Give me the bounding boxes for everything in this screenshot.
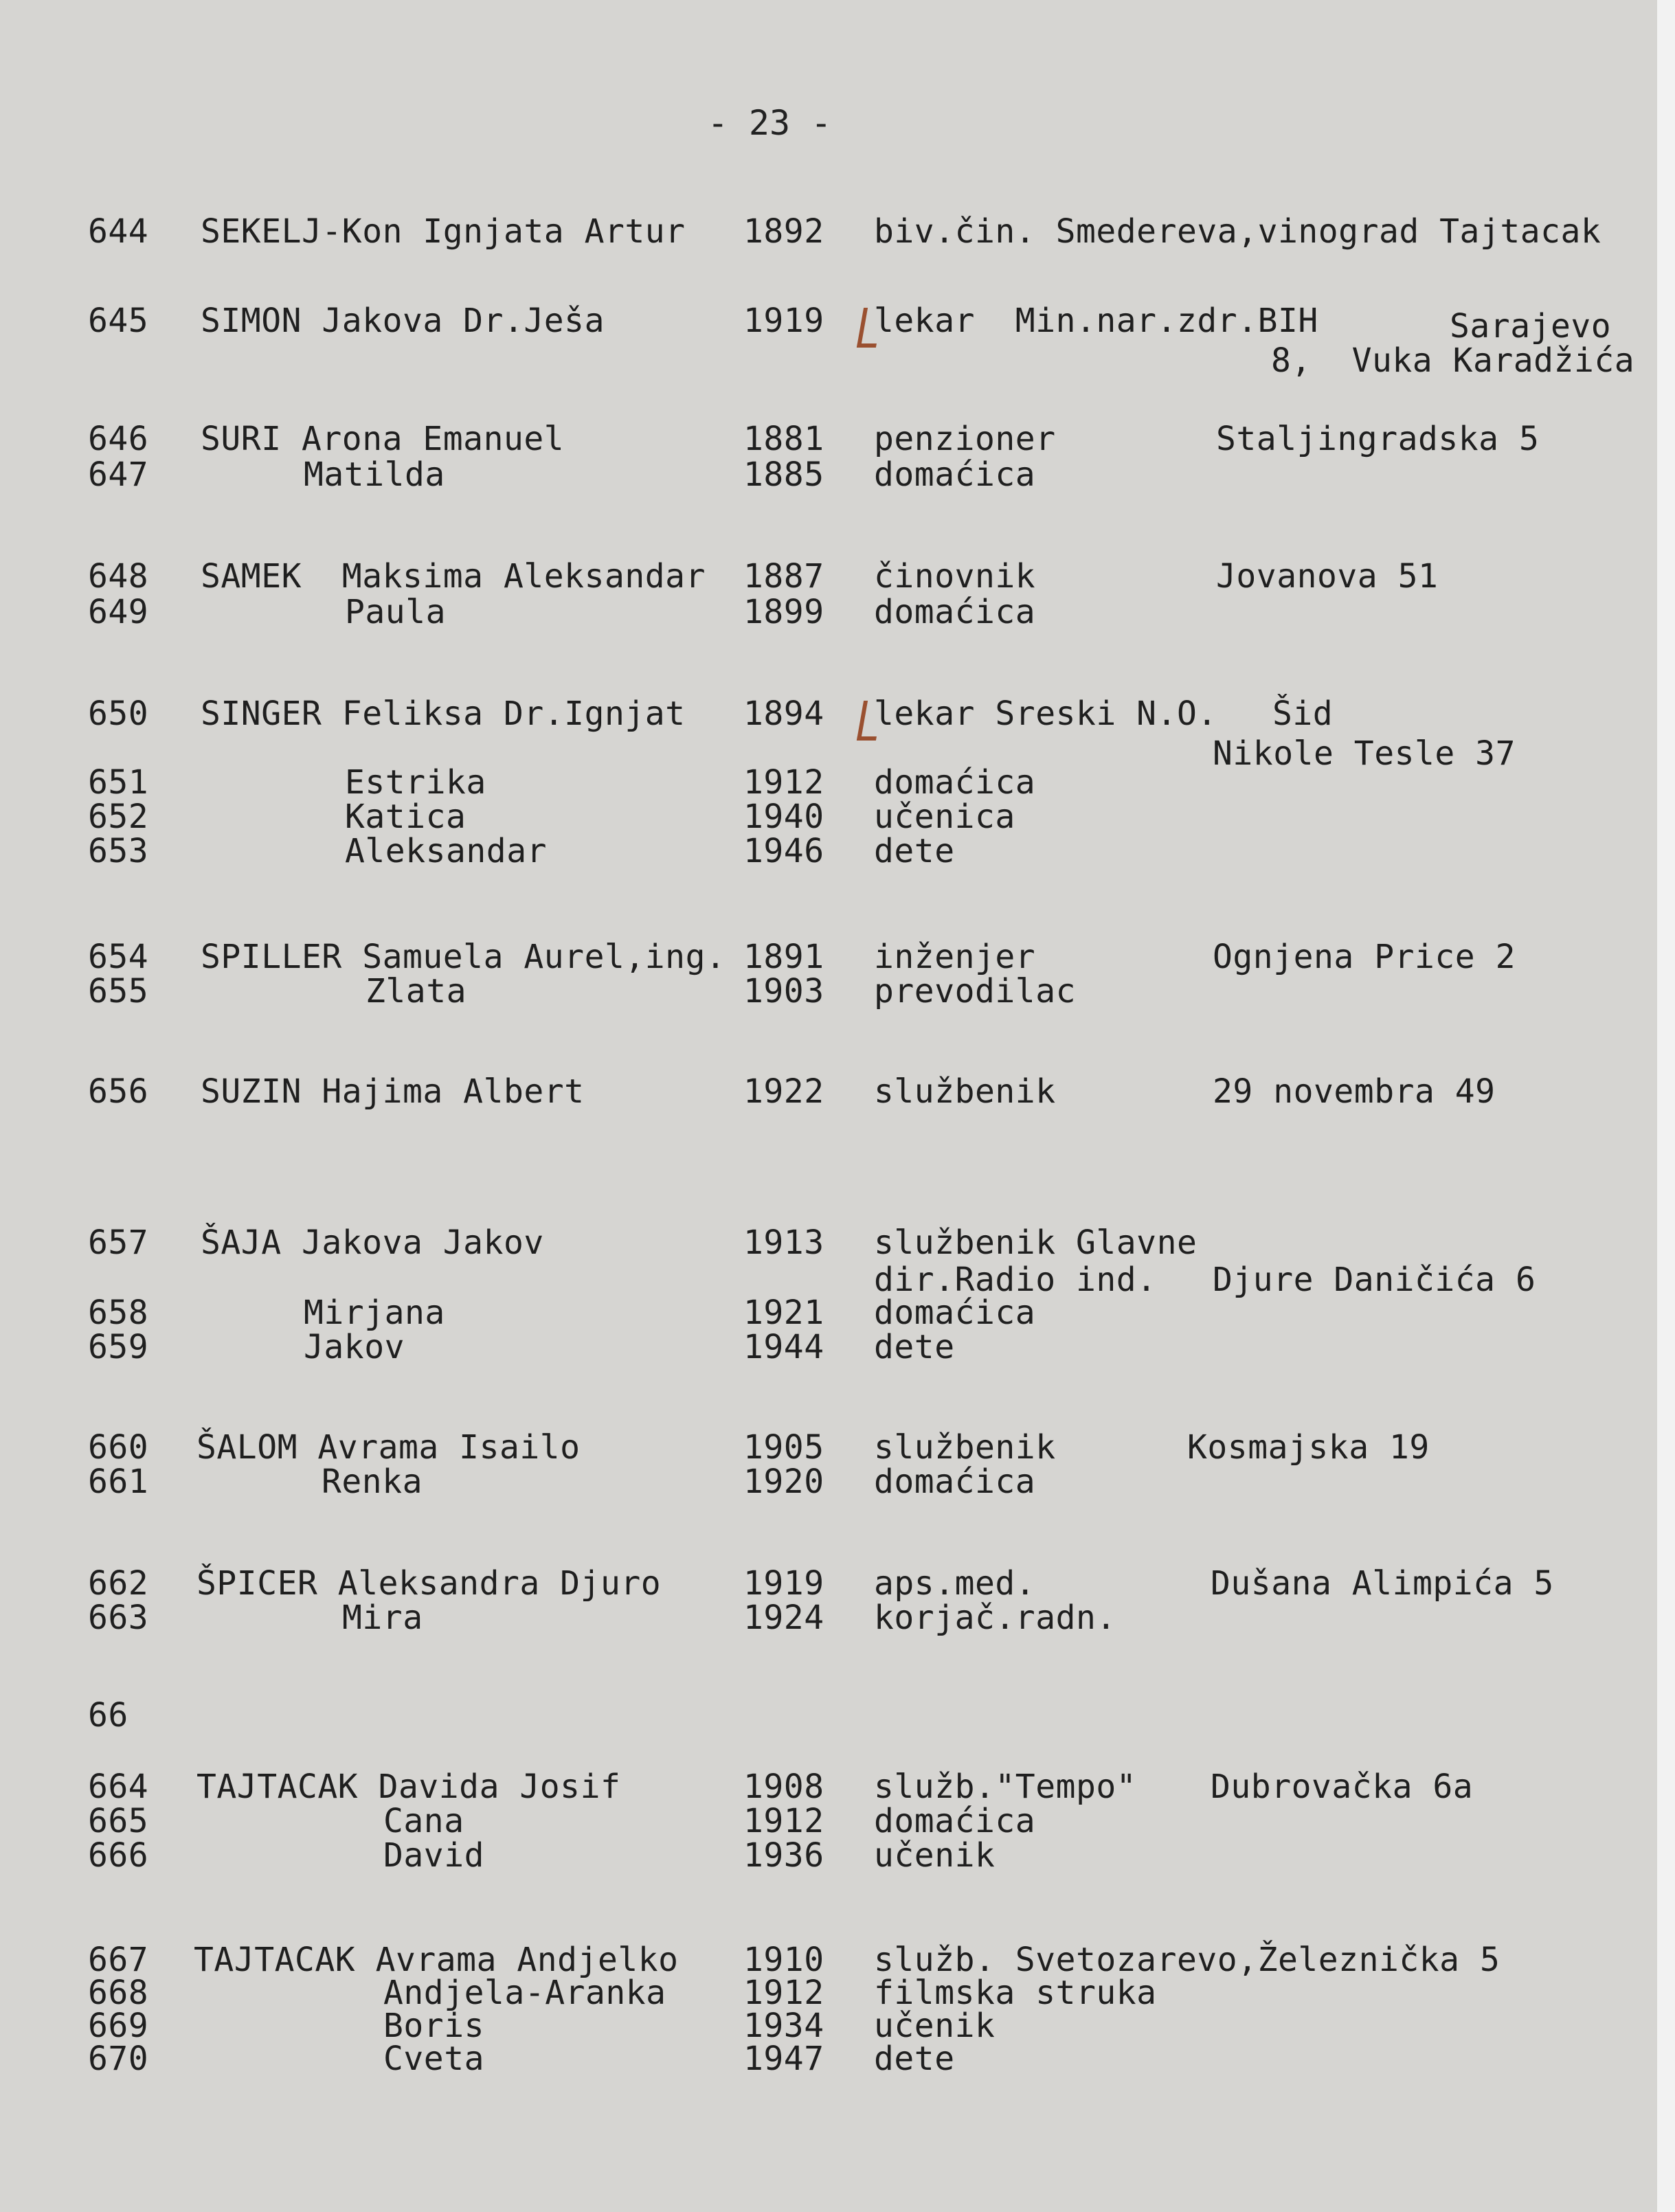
entry-name: Matilda — [304, 455, 445, 494]
entry-year: 1881 — [743, 420, 824, 458]
entry-address-line2: Nikole Tesle 37 — [1213, 734, 1516, 773]
entry-name: Mira — [342, 1599, 423, 1637]
entry-address: 29 novembra 49 — [1213, 1072, 1496, 1111]
entry-name: Mirjana — [304, 1294, 445, 1332]
entry-year: 1892 — [743, 212, 824, 251]
entry-name: SPILLER Samuela Aurel,ing. — [201, 938, 726, 976]
entry-name: ŠPICER Aleksandra Djuro — [196, 1564, 662, 1603]
entry-year: 1947 — [743, 2040, 824, 2078]
entry-number: 668 — [88, 1974, 149, 2012]
entry-number: 658 — [88, 1294, 149, 1332]
entry-occupation: domaćica — [874, 1802, 1036, 1840]
entry-number: 660 — [88, 1428, 149, 1467]
entry-year: 1912 — [743, 1974, 824, 2012]
entry-occupation: službenik Glavne — [874, 1223, 1198, 1262]
entry-name: SAMEK Maksima Aleksandar — [201, 557, 706, 596]
entry-year: 1912 — [743, 763, 824, 802]
entry-address: Šid — [1272, 695, 1334, 733]
entry-year: 1899 — [743, 593, 824, 631]
entry-year: 1910 — [743, 1941, 824, 1979]
entry-year: 1912 — [743, 1802, 824, 1840]
entry-occupation: aps.med. — [874, 1564, 1036, 1603]
entry-occupation: domaćica — [874, 763, 1036, 802]
entry-year: 1919 — [743, 1564, 824, 1603]
entry-number: 667 — [88, 1941, 149, 1979]
entry-number: 654 — [88, 938, 149, 976]
entry-year: 1946 — [743, 832, 824, 870]
entry-address: Dušana Alimpića 5 — [1211, 1564, 1554, 1603]
entry-occupation: domaćica — [874, 455, 1036, 494]
entry-occupation: prevodilac — [874, 972, 1076, 1011]
entry-number: 664 — [88, 1768, 149, 1806]
entry-name: David — [383, 1836, 484, 1875]
entry-number: 662 — [88, 1564, 149, 1603]
entry-year: 1903 — [743, 972, 824, 1011]
entry-name: Katica — [345, 798, 466, 836]
entry-year: 1940 — [743, 798, 824, 836]
entry-name: Paula — [345, 593, 446, 631]
entry-occupation: korjač.radn. — [874, 1599, 1116, 1637]
entry-name: SEKELJ-Kon Ignjata Artur — [201, 212, 686, 251]
entry-address: Djure Daničića 6 — [1213, 1261, 1536, 1299]
entry-year: 1887 — [743, 557, 824, 596]
entry-number: 669 — [88, 2007, 149, 2045]
entry-occupation: lekar Sreski N.O. — [874, 695, 1217, 733]
entry-number: 653 — [88, 832, 149, 870]
entry-name: Zlata — [366, 972, 466, 1011]
scan-edge — [1657, 0, 1675, 2212]
entry-number: 666 — [88, 1836, 149, 1875]
entry-occupation: činovnik — [874, 557, 1036, 596]
entry-number: 650 — [88, 695, 149, 733]
entry-year: 1908 — [743, 1768, 824, 1806]
entry-occupation: domaćica — [874, 593, 1036, 631]
entry-number: 656 — [88, 1072, 149, 1111]
entry-occupation: domaćica — [874, 1294, 1036, 1332]
entry-address: Jovanova 51 — [1216, 557, 1439, 596]
entry-address: Kosmajska 19 — [1187, 1428, 1430, 1467]
entry-number: 644 — [88, 212, 149, 251]
entry-occupation: domaćica — [874, 1463, 1036, 1501]
entry-number: 647 — [88, 455, 149, 494]
entry-year: 1934 — [743, 2007, 824, 2045]
entry-occupation: dete — [874, 832, 955, 870]
entry-name: Aleksandar — [345, 832, 547, 870]
entry-number: 652 — [88, 798, 149, 836]
entry-number: 663 — [88, 1599, 149, 1637]
entry-name: Estrika — [345, 763, 486, 802]
entry-occupation: dete — [874, 2040, 955, 2078]
entry-name: TAJTACAK Avrama Andjelko — [194, 1941, 679, 1979]
entry-occupation: služb. Svetozarevo,Železnička 5 — [874, 1941, 1500, 1979]
entry-address: Ognjena Price 2 — [1213, 938, 1516, 976]
entry-address: Dubrovačka 6a — [1211, 1768, 1474, 1806]
entry-occupation: penzioner — [874, 420, 1056, 458]
entry-name: SURI Arona Emanuel — [201, 420, 565, 458]
entry-year: 1894 — [743, 695, 824, 733]
entry-year: 1885 — [743, 455, 824, 494]
entry-number: 646 — [88, 420, 149, 458]
entry-year: 1891 — [743, 938, 824, 976]
entry-occupation: službenik — [874, 1428, 1056, 1467]
entry-name: Cana — [383, 1802, 464, 1840]
entry-year: 1919 — [743, 302, 824, 340]
entry-address: Sarajevo — [1450, 307, 1612, 346]
entry-name: TAJTACAK Davida Josif — [196, 1768, 621, 1806]
entry-occupation: biv.čin. Smederevа,vinograd Tajtacak — [874, 212, 1601, 251]
entry-number: 655 — [88, 972, 149, 1011]
entry-number: 670 — [88, 2040, 149, 2078]
entry-number: 651 — [88, 763, 149, 802]
entry-name: ŠAJA Jakova Jakov — [201, 1223, 544, 1262]
entry-occupation: dir.Radio ind. — [874, 1261, 1157, 1299]
entry-year: 1905 — [743, 1428, 824, 1467]
entry-number: 657 — [88, 1223, 149, 1262]
entry-name: SINGER Feliksa Dr.Ignjat — [201, 695, 686, 733]
entry-year: 1913 — [743, 1223, 824, 1262]
entry-name: Boris — [383, 2007, 484, 2045]
entry-occupation: učenik — [874, 1836, 996, 1875]
entry-year: 1936 — [743, 1836, 824, 1875]
entry-name: Cveta — [383, 2040, 484, 2078]
entry-occupation: inženjer — [874, 938, 1036, 976]
entry-number: 648 — [88, 557, 149, 596]
entry-occupation: lekar Min.nar.zdr.BIH — [874, 302, 1318, 340]
entry-number: 649 — [88, 593, 149, 631]
entry-occupation: filmska struka — [874, 1974, 1157, 2012]
entry-number: 661 — [88, 1463, 149, 1501]
entry-year: 1920 — [743, 1463, 824, 1501]
entry-name: Renka — [322, 1463, 423, 1501]
entry-name: Jakov — [304, 1328, 405, 1366]
entry-occupation: učenica — [874, 798, 1015, 836]
entry-number: 66 — [88, 1696, 128, 1735]
entry-year: 1921 — [743, 1294, 824, 1332]
entry-name: ŠALOM Avrama Isailo — [196, 1428, 581, 1467]
page-number: - 23 - — [707, 103, 832, 143]
entry-occupation: učenik — [874, 2007, 996, 2045]
entry-name: SIMON Jakova Dr.Ješa — [201, 302, 605, 340]
entry-name: SUZIN Hajima Albert — [201, 1072, 585, 1111]
entry-number: 645 — [88, 302, 149, 340]
entry-number: 665 — [88, 1802, 149, 1840]
entry-occupation: dete — [874, 1328, 955, 1366]
entry-address: Staljingradska 5 — [1216, 420, 1540, 458]
entry-number: 659 — [88, 1328, 149, 1366]
entry-year: 1924 — [743, 1599, 824, 1637]
entry-year: 1944 — [743, 1328, 824, 1366]
entry-occupation: službenik — [874, 1072, 1056, 1111]
entry-year: 1922 — [743, 1072, 824, 1111]
entry-address-line2: 8, Vuka Karadžića — [1271, 341, 1635, 380]
entry-occupation: služb."Tempo" — [874, 1768, 1137, 1806]
entry-name: Andjela-Aranka — [383, 1974, 666, 2012]
